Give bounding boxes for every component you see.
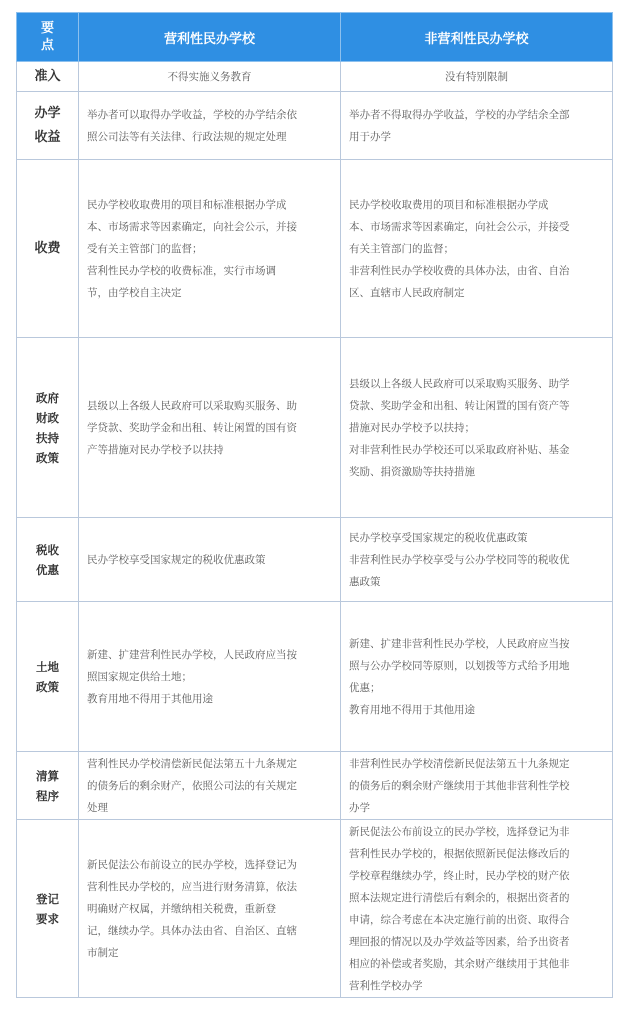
header-key-line: 点 (40, 38, 54, 53)
table-row-fees (17, 160, 613, 338)
profit-cell-line: 处理 (87, 801, 108, 814)
profit-cell-line: 民办学校收取费用的项目和标准根据办学成 (87, 198, 287, 211)
row-key-line: 政策 (36, 679, 59, 694)
profit-cell (79, 752, 341, 820)
profit-cell-line: 县级以上各级人民政府可以采取购买服务、助 (87, 399, 297, 412)
nonprofit-cell-line: 民办学校收取费用的项目和标准根据办学成 (349, 198, 549, 211)
table-header-row (17, 13, 613, 62)
nonprofit-cell (341, 92, 613, 160)
nonprofit-cell (341, 602, 613, 752)
profit-cell-line: 明确财产权属，并缴纳相关税费，重新登 (87, 902, 276, 915)
table-row-admission (17, 62, 613, 92)
nonprofit-cell (341, 62, 613, 92)
nonprofit-cell-line: 区、直辖市人民政府制定 (349, 286, 465, 299)
row-key-line: 优惠 (36, 562, 59, 577)
table-row-gov-support (17, 338, 613, 518)
row-key-line: 清算 (36, 768, 59, 783)
nonprofit-cell-line: 民办学校享受国家规定的税收优惠政策 (349, 531, 528, 544)
row-key (17, 602, 79, 752)
profit-cell-line: 市制定 (87, 946, 119, 959)
row-key-line: 税收 (36, 542, 59, 557)
nonprofit-cell-line: 申请，综合考虑在本决定施行前的出资、取得合 (349, 913, 570, 926)
nonprofit-cell-line: 非营利性民办学校收费的具体办法，由省、自治 (349, 264, 570, 277)
table-body (17, 62, 613, 998)
table-row-liquidation (17, 752, 613, 820)
nonprofit-cell-line: 理回报的情况以及办学效益等因素，给予出资者 (349, 935, 570, 948)
row-key (17, 518, 79, 602)
profit-cell-line: 学贷款、奖助学金和出租、转让闲置的国有资 (87, 421, 297, 434)
nonprofit-cell-line: 营利性民办学校的，根据依照新民促法修改后的 (349, 847, 570, 860)
table-row-tax (17, 518, 613, 602)
nonprofit-cell-line: 的债务后的剩余财产继续用于其他非营利性学校 (349, 779, 570, 792)
profit-cell-line: 受有关主管部门的监督； (87, 242, 203, 255)
nonprofit-cell (341, 518, 613, 602)
row-key-line: 土地 (36, 659, 59, 674)
nonprofit-cell-line: 相应的补偿或者奖励，其余财产继续用于其他非 (349, 957, 570, 970)
profit-cell-line: 记，继续办学。具体办法由省、自治区、直辖 (87, 924, 297, 937)
comparison-table (16, 12, 613, 998)
row-key (17, 752, 79, 820)
nonprofit-cell-line: 学校章程继续办学，终止时，民办学校的财产依 (349, 869, 570, 882)
comparison-table-wrapper (16, 12, 612, 998)
profit-cell (79, 518, 341, 602)
profit-cell (79, 338, 341, 518)
nonprofit-cell (341, 338, 613, 518)
profit-cell (79, 160, 341, 338)
nonprofit-cell-line: 举办者不得取得办学收益，学校的办学结余全部 (349, 108, 570, 121)
table-row-land (17, 602, 613, 752)
nonprofit-cell-line: 新民促法公布前设立的民办学校，选择登记为非 (349, 825, 570, 838)
row-key (17, 62, 79, 92)
row-key (17, 160, 79, 338)
row-key (17, 820, 79, 998)
profit-cell-line: 营利性民办学校的收费标准，实行市场调 (87, 264, 276, 277)
profit-cell (79, 820, 341, 998)
nonprofit-cell (341, 160, 613, 338)
header-nonprofit: 非营利性民办学校 (341, 13, 613, 62)
row-key (17, 338, 79, 518)
nonprofit-cell-line: 照本法规定进行清偿后有剩余的，根据出资者的 (349, 891, 570, 904)
nonprofit-cell-line: 非营利性民办学校清偿新民促法第五十九条规定 (349, 757, 570, 770)
table-row-income (17, 92, 613, 160)
profit-cell-line: 不得实施义务教育 (167, 70, 252, 83)
row-key-line: 收费 (34, 240, 61, 256)
profit-cell (79, 92, 341, 160)
table-row-registration (17, 820, 613, 998)
nonprofit-cell-line: 教育用地不得用于其他用途 (349, 703, 475, 716)
profit-cell-line: 民办学校享受国家规定的税收优惠政策 (87, 553, 266, 566)
profit-cell (79, 602, 341, 752)
nonprofit-cell-line: 营利性学校办学 (349, 979, 423, 992)
row-key-line: 要求 (36, 911, 59, 926)
row-key (17, 92, 79, 160)
nonprofit-cell-line: 非营利性民办学校享受与公办学校同等的税收优 (349, 553, 570, 566)
row-key-line: 政策 (36, 450, 59, 465)
profit-cell (79, 62, 341, 92)
nonprofit-cell-line: 本、市场需求等因素确定，向社会公示，并接受 (349, 220, 570, 233)
row-key-line: 登记 (36, 891, 59, 906)
nonprofit-cell-line: 新建、扩建非营利性民办学校，人民政府应当按 (349, 637, 570, 650)
profit-cell-line: 照国家规定供给土地； (87, 670, 192, 683)
nonprofit-cell-line: 县级以上各级人民政府可以采取购买服务、助学 (349, 377, 570, 390)
header-profit: 营利性民办学校 (79, 13, 341, 62)
profit-cell-line: 照公司法等有关法律、行政法规的规定处理 (87, 130, 287, 143)
nonprofit-cell-line: 措施对民办学校予以扶持； (349, 421, 475, 434)
nonprofit-cell-line: 有关主管部门的监督； (349, 242, 454, 255)
nonprofit-cell-line: 惠政策 (349, 575, 381, 588)
profit-cell-line: 的债务后的剩余财产，依照公司法的有关规定 (87, 779, 297, 792)
row-key-line: 政府 (36, 390, 59, 405)
nonprofit-cell-line: 优惠； (349, 681, 381, 694)
nonprofit-cell (341, 820, 613, 998)
profit-cell-line: 新建、扩建营利性民办学校，人民政府应当按 (87, 648, 297, 661)
header-key-line: 要 (40, 21, 54, 36)
nonprofit-cell-line: 对非营利性民办学校还可以采取政府补贴、基金 (349, 443, 570, 456)
row-key-line: 财政 (36, 410, 59, 425)
row-key-line: 扶持 (36, 430, 59, 445)
profit-cell-line: 营利性民办学校的，应当进行财务清算，依法 (87, 880, 297, 893)
row-key-line: 办学 (34, 105, 61, 121)
nonprofit-cell-line: 没有特别限制 (445, 70, 508, 83)
profit-cell-line: 举办者可以取得办学收益，学校的办学结余依 (87, 108, 297, 121)
profit-cell-line: 产等措施对民办学校予以扶持 (87, 443, 224, 456)
nonprofit-cell-line: 用于办学 (349, 130, 391, 143)
profit-cell-line: 教育用地不得用于其他用途 (87, 692, 213, 705)
nonprofit-cell (341, 752, 613, 820)
nonprofit-cell-line: 办学 (349, 801, 370, 814)
profit-cell-line: 营利性民办学校清偿新民促法第五十九条规定 (87, 757, 297, 770)
profit-cell-line: 本、市场需求等因素确定，向社会公示，并接 (87, 220, 297, 233)
profit-cell-line: 节，由学校自主决定 (87, 286, 182, 299)
row-key-line: 收益 (34, 129, 61, 145)
row-key-line: 准入 (34, 68, 61, 84)
header-key (17, 13, 79, 62)
nonprofit-cell-line: 照与公办学校同等原则，以划拨等方式给予用地 (349, 659, 570, 672)
profit-cell-line: 新民促法公布前设立的民办学校，选择登记为 (87, 858, 297, 871)
row-key-line: 程序 (36, 788, 59, 803)
nonprofit-cell-line: 贷款、奖助学金和出租、转让闲置的国有资产等 (349, 399, 570, 412)
nonprofit-cell-line: 奖励、捐资激励等扶持措施 (349, 465, 475, 478)
